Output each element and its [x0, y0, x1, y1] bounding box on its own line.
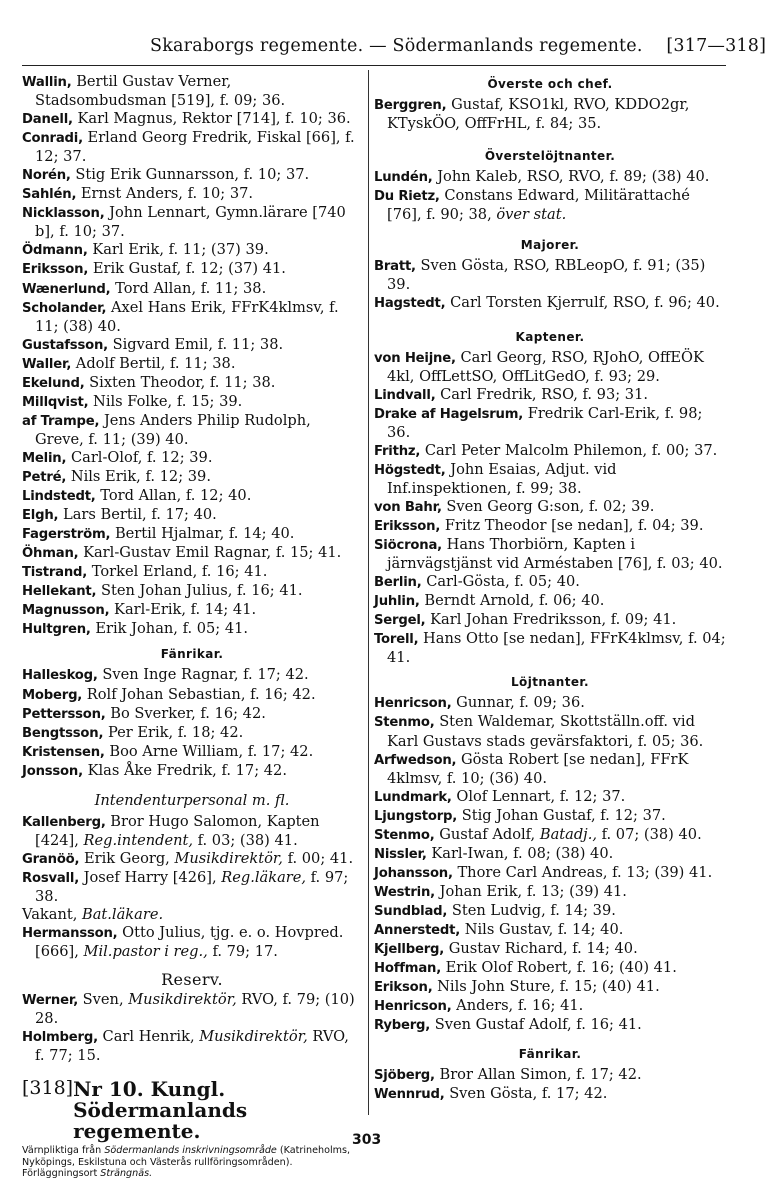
list-item: [374, 864, 726, 883]
entry-name: Conradi,: [22, 131, 83, 147]
entry-text: Carl-Olof, f. 12; 39.: [70, 448, 213, 466]
intendentur-heading: Intendenturpersonal m. fl.: [94, 791, 290, 809]
entry-name: Melin,: [22, 450, 67, 466]
list-item: [22, 666, 362, 685]
entry-name: Frithz,: [374, 443, 421, 459]
entry-name: Hellekant,: [22, 584, 97, 600]
list-item: [22, 743, 362, 762]
list-item: [22, 620, 362, 639]
list-item: [22, 544, 362, 563]
entry-text: Ernst Anders, f. 10; 37.: [80, 185, 254, 203]
entry-name: Ekelund,: [22, 375, 85, 391]
list-item: [22, 724, 362, 743]
entry-name: Millqvist,: [22, 394, 89, 410]
entry-text: Carl-Gösta, f. 05; 40.: [426, 573, 580, 591]
list-item: [374, 883, 726, 902]
entry-text: Tord Allan, f. 11; 38.: [115, 279, 267, 297]
entry-name: Magnusson,: [22, 603, 110, 619]
list-item: [22, 449, 362, 468]
list-item: [22, 582, 362, 601]
entry-text: Nils Folke, f. 15; 39.: [93, 392, 243, 410]
list-item: [374, 294, 726, 313]
entry-name: Tistrand,: [22, 565, 88, 581]
entry-text: Sven Georg G:son, f. 02; 39.: [446, 497, 655, 515]
fanrikar-heading-right: Fänrikar.: [518, 1047, 582, 1062]
entry-name: af Trampe,: [22, 413, 100, 429]
entry-name: Danell,: [22, 112, 73, 128]
entry-vakant: Vakant, Bat.läkare.: [22, 906, 164, 924]
entry-text: Gösta Robert [se nedan], FFrK 4klmsv, f. 10; (36) 40.: [387, 750, 689, 787]
entry-text: Nils John Sture, f. 15; (40) 41.: [437, 978, 660, 996]
entry-text: Sten Waldemar, Skottställn.off. vid Karl Gustavs stads gevärsfaktori, f. 05; 36.: [387, 713, 704, 750]
entry-name: Nicklasson,: [22, 206, 105, 222]
entry-name: Norén,: [22, 168, 71, 184]
entry-text: Bertil Hjalmar, f. 14; 40.: [114, 525, 295, 543]
entry-rosvall: Rosvall, Josef Harry [426], Reg.läkare, f. 97; 38.: [22, 868, 349, 905]
list-item: [374, 694, 726, 713]
list-item: [22, 525, 362, 544]
entry-text: Sigvard Emil, f. 11; 38.: [112, 335, 284, 353]
entry-name: Wænerlund,: [22, 281, 111, 297]
list-item: [22, 110, 362, 129]
regiment-number: [318]: [22, 1077, 74, 1100]
entry-text: Olof Lennart, f. 12; 37.: [456, 787, 626, 805]
list-item: [374, 517, 726, 536]
kaptener-list: [374, 349, 726, 668]
entry-name: Hultgren,: [22, 622, 91, 638]
left-column: [22, 73, 362, 1180]
entry-name: Nissler,: [374, 846, 427, 862]
entry-name: Wennrud,: [374, 1087, 445, 1103]
entry-text: John Lennart, Gymn.lärare [740 b], f. 10; 37.: [35, 204, 346, 241]
entry-text: Karl-Erik, f. 14; 41.: [114, 601, 257, 619]
entry-name: Annerstedt,: [374, 922, 461, 938]
entry-text: Jens Anders Philip Rudolph, Greve, f. 11; (39) 40.: [35, 411, 311, 448]
list-item: [22, 336, 362, 355]
list-item: [374, 498, 726, 517]
entry-name: Erikson,: [374, 980, 433, 996]
entry-name: Kjellberg,: [374, 942, 445, 958]
entry-name: Elgh,: [22, 508, 59, 524]
list-item: [374, 788, 726, 807]
entry-text: John Esaias, Adjut. vid Inf.inspektionen, f. 99; 38.: [387, 460, 617, 497]
entry-text: Fritz Theodor [se nedan], f. 04; 39.: [444, 516, 704, 534]
entry-name: Eriksson,: [374, 518, 441, 534]
entry-name: Ödmann,: [22, 243, 88, 259]
entry-text: Erik Johan, f. 05; 41.: [95, 620, 249, 638]
entry-name: Siöcrona,: [374, 538, 442, 554]
entry-text: Nils Erik, f. 12; 39.: [70, 467, 211, 485]
entry-text: Nils Gustav, f. 14; 40.: [464, 920, 624, 938]
regiment-heading: [22, 1079, 362, 1142]
list-item: [22, 73, 362, 110]
entry-text: Hans Otto [se nedan], FFrK4klmsv, f. 04; 41.: [387, 630, 726, 667]
entry-text: Sten Ludvig, f. 14; 39.: [451, 901, 616, 919]
entry-name: Kristensen,: [22, 744, 105, 760]
entry-text: Gustaf, KSO1kl, RVO, KDDO2gr, KTyskÖO, OffFrHL, f. 84; 35.: [387, 96, 690, 133]
chef-heading: Överste och chef.: [487, 77, 613, 91]
entry-name: Ryberg,: [374, 1018, 431, 1034]
list-item: [374, 997, 726, 1016]
entry-name: Bengtsson,: [22, 725, 104, 741]
entry-text: Lars Bertil, f. 17; 40.: [63, 506, 217, 524]
entry-name: Hoffman,: [374, 961, 442, 977]
fanrikar-list-right: [374, 1066, 726, 1104]
lojtnanter-list-a: [374, 694, 726, 825]
entry-text: Sven Inge Ragnar, f. 17; 42.: [102, 666, 309, 684]
list-item: [374, 386, 726, 405]
reserv-heading: Reserv.: [161, 970, 223, 990]
entry-name: Waller,: [22, 356, 72, 372]
entry-name: Högstedt,: [374, 462, 446, 478]
list-item: [22, 563, 362, 582]
entry-text: Sven Gustaf Adolf, f. 16; 41.: [434, 1016, 642, 1034]
entry-text: Gunnar, f. 09; 36.: [456, 694, 585, 712]
list-item: [374, 461, 726, 498]
entry-text: Fredrik Carl-Erik, f. 98; 36.: [387, 404, 703, 441]
entry-text: Boo Arne William, f. 17; 42.: [109, 742, 314, 760]
entry-text: Karl Johan Fredriksson, f. 09; 41.: [430, 611, 677, 629]
entry-text: Erik Gustaf, f. 12; (37) 41.: [92, 260, 286, 278]
entry-name: Hagstedt,: [374, 296, 446, 312]
entry-text: Hans Thorbiörn, Kapten i järnvägstjänst vid Arméstaben [76], f. 03; 40.: [387, 536, 723, 573]
list-item: [374, 611, 726, 630]
list-item: [374, 405, 726, 442]
entry-text: Anders, f. 16; 41.: [456, 997, 584, 1015]
list-item: [22, 374, 362, 393]
entry-name: Moberg,: [22, 687, 83, 703]
entry-holmberg: Holmberg, Carl Henrik, Musikdirektör, RVO, f. 77; 15.: [22, 1028, 349, 1065]
list-item: [374, 713, 726, 750]
entry-hermansson: Hermansson, Otto Julius, tjg. e. o. Hovpred. [666], Mil.pastor i reg., f. 79; 17.: [22, 924, 344, 961]
list-item: [374, 978, 726, 997]
entry-text: Sixten Theodor, f. 11; 38.: [89, 373, 276, 391]
list-item: [22, 299, 362, 336]
page-range: [317—318]: [666, 36, 767, 56]
entry-name: Jonsson,: [22, 763, 83, 779]
entry-lunden: Lundén, John Kaleb, RSO, RVO, f. 89; (38) 40.: [374, 168, 710, 186]
entry-name: Pettersson,: [22, 706, 106, 722]
entry-text: Thore Carl Andreas, f. 13; (39) 41.: [457, 863, 713, 881]
list-item: [22, 762, 362, 781]
running-title: Skaraborgs regemente. — Södermanlands regemente.: [150, 36, 643, 56]
list-item: [22, 487, 362, 506]
entry-text: Sven Gösta, RSO, RBLeopO, f. 91; (35) 39.: [387, 257, 706, 294]
entry-werner: Werner, Sven, Musikdirektör, RVO, f. 79; (10) 28.: [22, 991, 355, 1028]
lojtnanter-list-b: [374, 845, 726, 1035]
entry-text: Bertil Gustav Verner, Stadsombudsman [519], f. 09; 36.: [35, 73, 286, 110]
entry-name: Scholander,: [22, 300, 107, 316]
entry-name: von Heijne,: [374, 350, 456, 366]
entry-text: Rolf Johan Sebastian, f. 16; 42.: [86, 685, 316, 703]
entry-name: Sahlén,: [22, 187, 77, 203]
entry-name: Drake af Hagelsrum,: [374, 406, 524, 422]
entry-name: Öhman,: [22, 546, 79, 562]
list-item: [374, 442, 726, 461]
entry-name: Sjöberg,: [374, 1068, 435, 1084]
entry-name: Berggren,: [374, 98, 447, 114]
entry-text: Klas Åke Fredrik, f. 17; 42.: [87, 761, 287, 779]
entry-durietz: Du Rietz, Constans Edward, Militärattaché [76], f. 90; 38, över stat.: [374, 187, 690, 224]
list-item: [22, 185, 362, 204]
entry-text: Bror Allan Simon, f. 17; 42.: [439, 1066, 642, 1084]
column-divider: [368, 70, 369, 1115]
list-item: [374, 940, 726, 959]
list-item: [374, 845, 726, 864]
entry-text: Erik Olof Robert, f. 16; (40) 41.: [445, 959, 677, 977]
list-item: [374, 1016, 726, 1035]
entry-text: Sven Gösta, f. 17; 42.: [449, 1085, 608, 1103]
entry-text: Karl-Iwan, f. 08; (38) 40.: [431, 844, 614, 862]
entry-name: Gustafsson,: [22, 337, 108, 353]
entry-name: Lundmark,: [374, 789, 452, 805]
list-item: [374, 751, 726, 788]
list-item: [374, 536, 726, 573]
entry-text: Karl Erik, f. 11; (37) 39.: [92, 241, 269, 259]
list-item: [22, 260, 362, 279]
entry-text: Karl-Gustav Emil Ragnar, f. 15; 41.: [83, 544, 342, 562]
list-item: [22, 506, 362, 525]
list-item: [22, 601, 362, 620]
list-item: [22, 129, 362, 166]
list-item: [374, 807, 726, 826]
fanrikar-heading-left: Fänrikar.: [160, 647, 224, 662]
majorer-heading: Majorer.: [520, 238, 580, 253]
entry-text: Erland Georg Fredrik, Fiskal [66], f. 12; 37.: [35, 129, 355, 166]
running-head: [150, 36, 767, 56]
list-item: [374, 902, 726, 921]
entry-name: Bratt,: [374, 259, 416, 275]
header-rule: [22, 65, 726, 66]
entry-text: Sten Johan Julius, f. 16; 41.: [100, 582, 303, 600]
entry-text: Stig Johan Gustaf, f. 12; 37.: [461, 806, 666, 824]
entry-name: Petré,: [22, 469, 67, 485]
entry-name: Wallin,: [22, 75, 72, 90]
entry-name: Stenmo,: [374, 715, 435, 731]
list-item: [22, 280, 362, 299]
entry-text: Gustav Richard, f. 14; 40.: [448, 940, 638, 958]
entry-name: Eriksson,: [22, 262, 89, 278]
entry-name: Arfwedson,: [374, 752, 457, 768]
entry-name: Lindvall,: [374, 387, 436, 403]
list-item: [374, 573, 726, 592]
entry-name: Henricson,: [374, 696, 452, 712]
entry-name: Westrin,: [374, 884, 435, 900]
entry-text: Carl Peter Malcolm Philemon, f. 00; 37.: [424, 441, 718, 459]
entry-kallenberg: Kallenberg, Bror Hugo Salomon, Kapten [424], Reg.intendent, f. 03; (38) 41.: [22, 812, 320, 849]
entry-name: Torell,: [374, 632, 419, 648]
right-column: [374, 73, 726, 1104]
entry-text: Axel Hans Erik, FFrK4klmsv, f. 11; (38) 40.: [35, 298, 339, 335]
entry-text: Bo Sverker, f. 16; 42.: [110, 704, 266, 722]
entry-name: Ljungstorp,: [374, 808, 458, 824]
entry-text: Torkel Erland, f. 16; 41.: [91, 563, 268, 581]
entry-name: Fagerström,: [22, 527, 111, 543]
entry-name: Berlin,: [374, 575, 422, 591]
list-item: [22, 686, 362, 705]
left-entries: [22, 73, 362, 639]
list-item: [22, 393, 362, 412]
entry-name: Lindstedt,: [22, 489, 96, 505]
kaptener-heading: Kaptener.: [515, 329, 585, 344]
entry-stenmo-gustaf: Stenmo, Gustaf Adolf, Batadj., f. 07; (38) 40.: [374, 825, 702, 843]
overstelojtnanter-heading: Överstelöjtnanter.: [484, 149, 616, 164]
entry-text: Carl Georg, RSO, RJohO, OffEÖK 4kl, OffLettSO, OffLitGedO, f. 93; 29.: [387, 348, 704, 385]
entry-name: von Bahr,: [374, 499, 442, 515]
list-item: [374, 349, 726, 386]
entry-text: Carl Torsten Kjerrulf, RSO, f. 96; 40.: [450, 294, 720, 312]
entry-text: Per Erik, f. 18; 42.: [107, 723, 244, 741]
list-item: [374, 96, 726, 133]
list-item: [22, 412, 362, 449]
entry-name: Sundblad,: [374, 903, 448, 919]
chef-list: [374, 96, 726, 133]
list-item: [374, 1085, 726, 1104]
entry-name: Halleskog,: [22, 668, 98, 684]
list-item: [22, 355, 362, 374]
page-number: 303: [352, 1132, 382, 1148]
entry-name: Johansson,: [374, 865, 453, 881]
entry-text: Stig Erik Gunnarsson, f. 10; 37.: [75, 166, 310, 184]
lojtnanter-heading: Löjtnanter.: [511, 675, 589, 690]
entry-name: Henricson,: [374, 999, 452, 1015]
list-item: [374, 959, 726, 978]
entry-text: Adolf Bertil, f. 11; 38.: [75, 354, 236, 372]
entry-granoo: Granöö, Erik Georg, Musikdirektör, f. 00; 41.: [22, 849, 354, 867]
list-item: [374, 921, 726, 940]
entry-text: Karl Magnus, Rektor [714], f. 10; 36.: [77, 110, 351, 128]
list-item: [374, 630, 726, 667]
list-item: [374, 592, 726, 611]
majorer-list: [374, 257, 726, 313]
regiment-note: Värnpliktiga från Södermanlands inskrivningsområde (Katrineholms, Nyköpings, Eskilstuna och Västerås rullföringsområden). Förläggningsort Strängnäs.: [22, 1145, 350, 1180]
list-item: [22, 468, 362, 487]
list-item: [22, 705, 362, 724]
list-item: [22, 166, 362, 185]
entry-text: Berndt Arnold, f. 06; 40.: [424, 592, 605, 610]
entry-text: Tord Allan, f. 12; 40.: [100, 487, 252, 505]
entry-text: Carl Fredrik, RSO, f. 93; 31.: [440, 385, 649, 403]
entry-name: Juhlin,: [374, 594, 420, 610]
list-item: [22, 204, 362, 241]
list-item: [22, 241, 362, 260]
list-item: [374, 1066, 726, 1085]
regiment-title: Nr 10. Kungl. Södermanlands regemente.: [73, 1077, 248, 1144]
entry-text: Johan Erik, f. 13; (39) 41.: [439, 882, 627, 900]
fanrikar-list-left: [22, 666, 362, 780]
list-item: [374, 257, 726, 294]
entry-name: Sergel,: [374, 613, 426, 629]
